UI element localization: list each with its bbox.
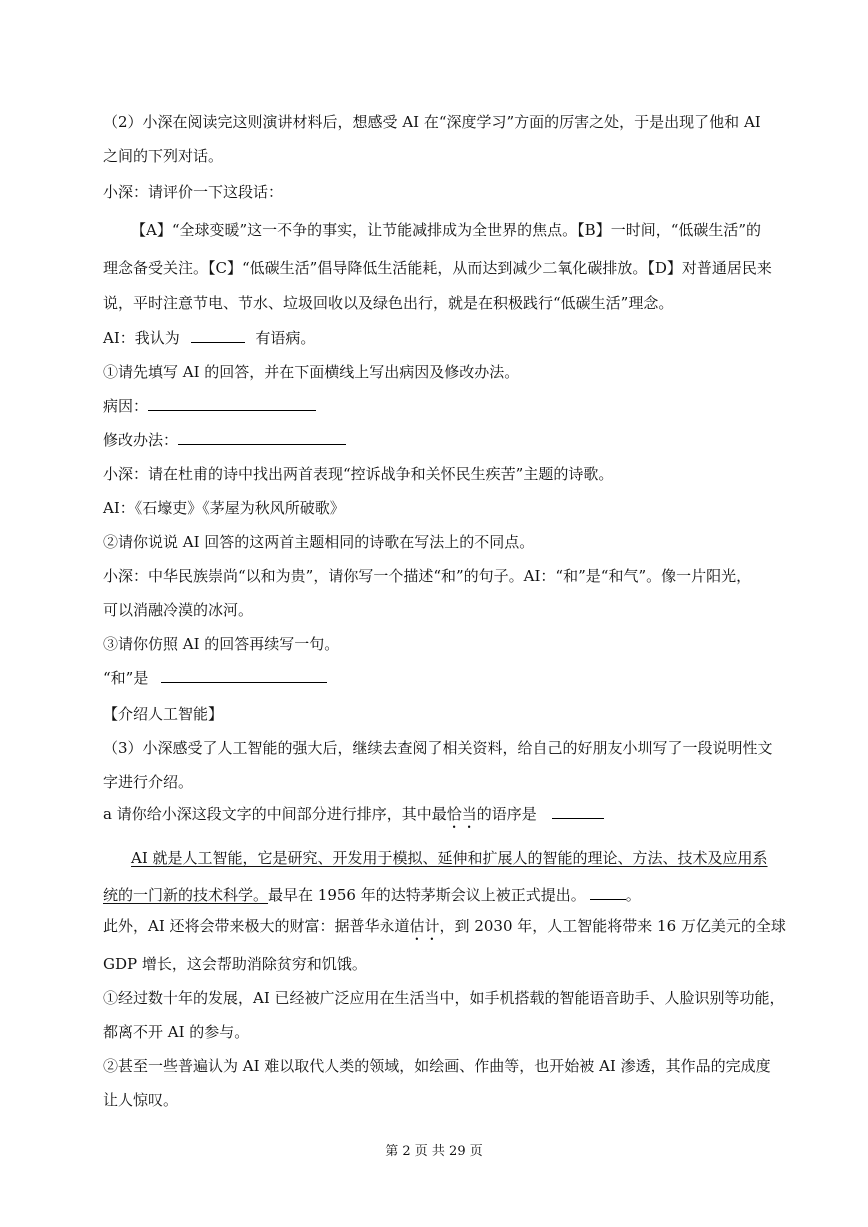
passage-line: 理念备受关注。【C】“低碳生活”倡导降低生活能耗，从而达到减少二氧化碳排放。【D】对普通居民来 <box>103 259 772 277</box>
fix-line: 修改办法： <box>103 430 346 450</box>
continuation-blank[interactable] <box>161 668 327 683</box>
text-line: 都离不开 AI 的参与。 <box>103 1023 250 1041</box>
text-line: 小深：中华民族崇尚“以和为贵”，请你写一个描述“和”的句子。AI：“和”是“和气”。像一片阳光， <box>103 567 752 585</box>
ai-answer-line: AI：我认为 有语病。 <box>103 329 316 347</box>
continuation-line: “和”是 <box>103 668 327 688</box>
text-line: 让人惊叹。 <box>103 1091 179 1109</box>
text-line: 之间的下列对话。 <box>103 147 224 165</box>
text-line: AI：《石壕吏》《茅屋为秋风所破歌》 <box>103 499 345 517</box>
subquestion-1: ①请先填写 AI 的回答，并在下面横线上写出病因及修改办法。 <box>103 363 520 381</box>
passage-line: 【A】“全球变暖”这一不争的事实，让节能减排成为全世界的焦点。【B】一时间，“低碳生活”的 <box>131 221 762 239</box>
section-heading: 【介绍人工智能】 <box>103 705 224 723</box>
text-line: 小深：请评价一下这段话： <box>103 183 284 201</box>
sentence-2: ②甚至一些普遍认为 AI 难以取代人类的领域，如绘画、作曲等，也开始被 AI 渗透，其作品的完成度 <box>103 1057 771 1075</box>
passage-line: AI 就是人工智能，它是研究、开发用于模拟、延伸和扩展人的智能的理论、方法、技术及应用系 <box>131 849 768 867</box>
order-blank[interactable] <box>552 804 604 819</box>
text-line: 可以消融冷漠的冰河。 <box>103 601 254 619</box>
passage-line: GDP 增长，这会帮助消除贫穷和饥饿。 <box>103 955 367 973</box>
fix-blank[interactable] <box>178 430 346 445</box>
passage-blank[interactable] <box>590 885 626 900</box>
cause-line: 病因： <box>103 396 316 416</box>
passage-line: 统的一门新的技术科学。最早在 1956 年的达特茅斯会议上被正式提出。 。 <box>103 886 641 904</box>
text-line: 小深：请在杜甫的诗中找出两首表现“控诉战争和关怀民生疾苦”主题的诗歌。 <box>103 465 614 483</box>
text-line: 字进行介绍。 <box>103 773 194 791</box>
ordering-question: a 请你给小深这段文字的中间部分进行排序，其中最恰当的语序是 <box>103 804 604 832</box>
passage-line: 此外，AI 还将会带来极大的财富：据普华永道估计，到 2030 年，人工智能将带来 16 万亿美元的全球 <box>103 917 786 935</box>
question-3-intro: （3）小深感受了人工智能的强大后，继续去查阅了相关资料，给自己的好朋友小圳写了一段说明性文 <box>103 739 773 757</box>
page-footer: 第 2 页 共 29 页 <box>385 1144 483 1159</box>
subquestion-2: ②请你说说 AI 回答的这两首主题相同的诗歌在写法上的不同点。 <box>103 533 535 551</box>
question-2-intro: （2）小深在阅读完这则演讲材料后，想感受 AI 在“深度学习”方面的厉害之处，于是出现了他和 AI <box>103 113 761 131</box>
cause-blank[interactable] <box>148 396 316 411</box>
answer-blank[interactable] <box>191 328 245 343</box>
subquestion-3: ③请你仿照 AI 的回答再续写一句。 <box>103 635 340 653</box>
sentence-1: ①经过数十年的发展，AI 已经被广泛应用在生活当中，如手机搭载的智能语音助手、人脸识别等功能， <box>103 989 785 1007</box>
passage-line: 说，平时注意节电、节水、垃圾回收以及绿色出行，就是在积极践行“低碳生活”理念。 <box>103 294 674 312</box>
